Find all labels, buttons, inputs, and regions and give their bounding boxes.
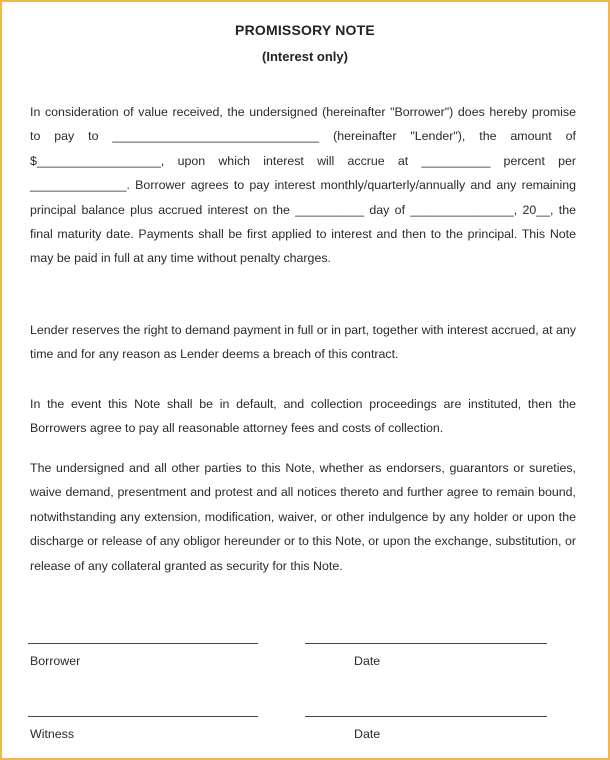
borrower-date-label: Date bbox=[354, 654, 381, 668]
borrower-signature-line[interactable] bbox=[28, 643, 258, 644]
witness-date-label: Date bbox=[354, 727, 381, 741]
paragraph-waiver: The undersigned and all other parties to this Note, whether as endorsers, guarantors or sureties, waive demand, presentment and protest and all notices thereto and further agree to remain bound, notwithstanding any extension, modification, waiver, or other indulgence by any holder or upon the discharge or release of any obligor hereunder or to this Note, or upon the exchange, substitution, or release of any collateral granted as security for this Note. bbox=[30, 461, 576, 573]
document-subtitle: (Interest only) bbox=[262, 49, 348, 64]
witness-signature-line[interactable] bbox=[28, 716, 258, 717]
witness-label: Witness bbox=[30, 727, 75, 741]
paragraph-consideration: In consideration of value received, the undersigned (hereinafter "Borrower") does hereby promise to pay to ______________________________ (hereinafter "Lender"), the amount of $__________________, upon which interest will accrue at __________ percent per ______________. Borrower agrees to pay interest monthly/quarterly/annually and any remaining principal balance plus accrued interest on the __________ day of _______________, 20__, the final maturity date. Payments shall be first applied to interest and then to the principal. This Note may be paid in full at any time without penalty charges. bbox=[30, 105, 576, 266]
borrower-label: Borrower bbox=[30, 654, 81, 668]
document-title: PROMISSORY NOTE bbox=[235, 22, 375, 38]
paragraph-lender-rights: Lender reserves the right to demand payment in full or in part, together with interest accrued, at any time and for any reason as Lender deems a breach of this contract. bbox=[30, 323, 576, 362]
borrower-date-line[interactable] bbox=[305, 643, 547, 644]
witness-date-line[interactable] bbox=[305, 716, 547, 717]
paragraph-default: In the event this Note shall be in default, and collection proceedings are instituted, then the Borrowers agree to pay all reasonable attorney fees and costs of collection. bbox=[30, 397, 576, 436]
